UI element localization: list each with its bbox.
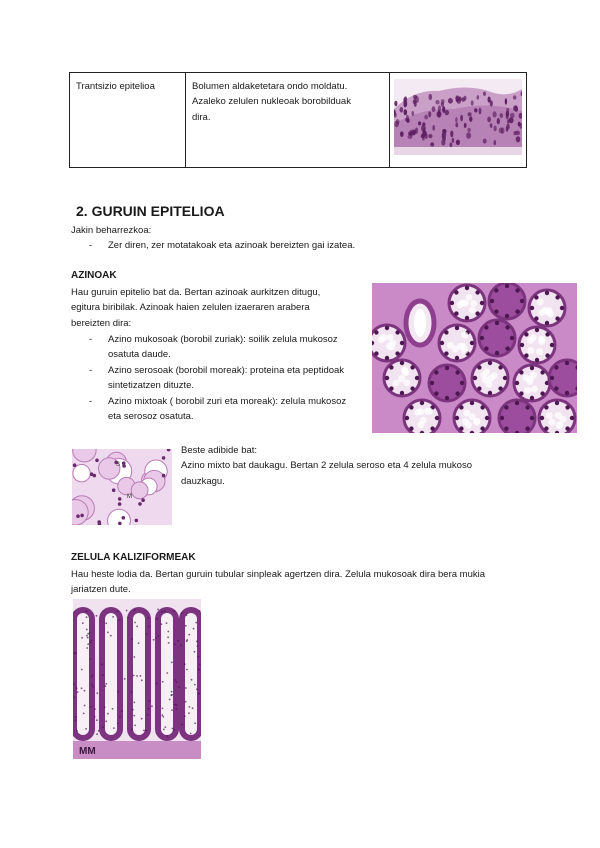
- list-item: - Azino mukosoak (borobil zuriak): soilik zelula mukosoz osatuta daude.: [89, 334, 338, 361]
- large-intestine-micrograph: [73, 599, 201, 759]
- watermark-text: MM: [79, 746, 96, 757]
- acini-types-list: [71, 332, 371, 424]
- description-line: dira.: [192, 111, 211, 123]
- description-line: Azaleko zelulen nukleoak borobilduak: [192, 96, 351, 108]
- mucous-letter: M: [127, 494, 132, 500]
- list-item: - Azino mixtoak ( borobil zuri eta moreak): zelula mukosoz eta serosoz osatuta.: [89, 395, 347, 423]
- kaliziformeak-heading: ZELULA KALIZIFORMEAK: [71, 552, 196, 563]
- table-cell-image: [390, 73, 527, 168]
- second-example-text: Beste adibide bat: Azino mixto bat daukagu. Bertan 2 zelula seroso eta 4 zelula mukoso dauzkagu.: [181, 445, 472, 487]
- kaliziformeak-paragraph: Hau heste lodia da. Bertan guruin tubular sinpleak agertzen dira. Zelula mukosoak dira bera mukia jariatzen dute.: [71, 569, 486, 596]
- list-item: - Zer diren, zer motatakoak eta azinoak bereizten gai izatea.: [89, 240, 356, 251]
- list-item: - Azino serosoak (borobil moreak): proteina eta peptidoak sintetizatzen dituzte.: [89, 364, 345, 392]
- description-line: Bolumen aldaketetara ondo moldatu.: [192, 81, 348, 92]
- table-row: [70, 73, 527, 168]
- serous-letter: S: [116, 462, 121, 468]
- table-cell-description: [186, 73, 390, 168]
- mixed-acinus-micrograph: [72, 449, 172, 525]
- epithelium-table: [69, 72, 527, 168]
- intro-list: [71, 238, 491, 253]
- table-cell-name: [70, 73, 186, 168]
- azinoak-paragraph: Hau guruin epitelio bat da. Bertan azinoak aurkitzen ditugu, egitura biribilak. Azinoak haien zelulen izaeraren arabera bereizten dira:: [71, 287, 321, 329]
- acini-micrograph: [372, 283, 577, 433]
- epithelium-name: Trantsizio epitelioa: [76, 81, 155, 92]
- transitional-epithelium-image: [394, 79, 522, 155]
- section-title: 2. GURUIN EPITELIOA: [76, 203, 225, 219]
- intro-label: Jakin beharrezkoa:: [71, 225, 152, 236]
- azinoak-heading: AZINOAK: [71, 270, 117, 281]
